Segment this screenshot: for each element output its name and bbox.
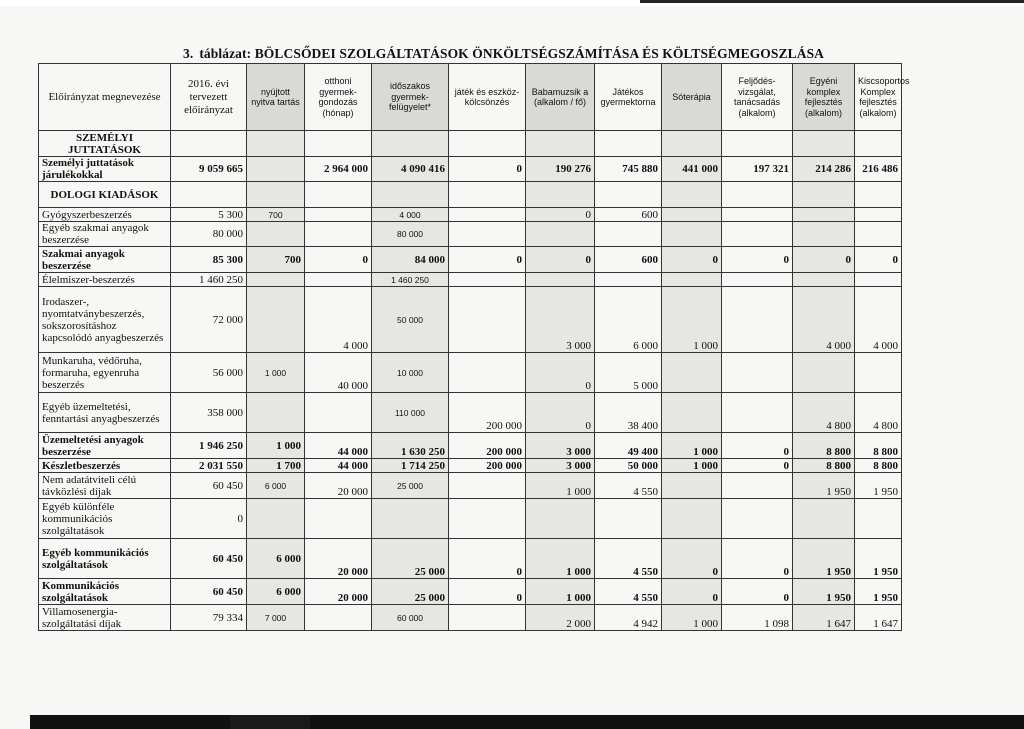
table-cell — [855, 353, 902, 393]
table-cell — [526, 131, 595, 157]
col-header: játék és eszköz-kölcsönzés — [449, 64, 526, 131]
table-cell — [855, 222, 902, 247]
table-cell: 745 880 — [595, 157, 662, 182]
row-label: Élelmiszer-beszerzés — [39, 273, 171, 287]
table-body — [39, 131, 902, 631]
table-cell: 0 — [722, 539, 793, 579]
table-cell: 0 — [526, 393, 595, 433]
row-label: Irodaszer-, nyomtatványbeszerzés, sokszorosításhoz kapcsolódó anyagbeszerzés — [39, 287, 171, 353]
table-cell: 56 000 — [171, 353, 247, 393]
table-cell: 1 950 — [855, 539, 902, 579]
table-cell — [247, 273, 305, 287]
table-cell — [449, 605, 526, 631]
table-cell: 0 — [722, 433, 793, 459]
table-cell — [247, 157, 305, 182]
row-label: Munkaruha, védőruha, formaruha, egyenruha beszerzés — [39, 353, 171, 393]
table-cell — [722, 473, 793, 499]
table-cell: 44 000 — [305, 433, 372, 459]
table-cell: 0 — [449, 579, 526, 605]
table-cell — [247, 182, 305, 208]
table-cell: 38 400 — [595, 393, 662, 433]
table-cell — [247, 499, 305, 539]
table-cell — [305, 273, 372, 287]
table-cell — [372, 182, 449, 208]
col-header: Feljődés-vizsgálat, tanácsadás (alkalom) — [722, 64, 793, 131]
table-cell: 25 000 — [372, 539, 449, 579]
table-cell: 0 — [793, 247, 855, 273]
table-cell: 8 800 — [793, 433, 855, 459]
table-cell: 1 714 250 — [372, 459, 449, 473]
table-cell — [526, 499, 595, 539]
table-cell: 700 — [247, 208, 305, 222]
table-cell: 2 964 000 — [305, 157, 372, 182]
table-cell: 200 000 — [449, 433, 526, 459]
table-row — [39, 247, 902, 273]
top-edge — [0, 0, 1024, 6]
table-cell — [722, 393, 793, 433]
scan-edge-line — [640, 0, 1024, 3]
col-header: Sóterápia — [662, 64, 722, 131]
table-cell: 60 450 — [171, 539, 247, 579]
table-cell — [662, 473, 722, 499]
table-cell — [305, 393, 372, 433]
table-cell — [449, 131, 526, 157]
table-cell — [793, 353, 855, 393]
table-cell: 200 000 — [449, 459, 526, 473]
table-cell — [247, 131, 305, 157]
table-cell — [171, 182, 247, 208]
col-header: Egyéni komplex fejlesztés (alkalom) — [793, 64, 855, 131]
table-cell: 40 000 — [305, 353, 372, 393]
table-cell: 20 000 — [305, 473, 372, 499]
table-cell — [855, 208, 902, 222]
table-cell — [449, 182, 526, 208]
col-header: Kiscsoportos Komplex fejlesztés (alkalom) — [855, 64, 902, 131]
table-row — [39, 605, 902, 631]
table-cell: 8 800 — [855, 433, 902, 459]
row-label: Egyéb szakmai anyagok beszerzése — [39, 222, 171, 247]
table-cell: 84 000 — [372, 247, 449, 273]
table-cell — [305, 499, 372, 539]
table-cell: 1 000 — [662, 459, 722, 473]
table-row — [39, 579, 902, 605]
table-row — [39, 157, 902, 182]
row-label: Egyéb kommunikációs szolgáltatások — [39, 539, 171, 579]
table-cell: 79 334 — [171, 605, 247, 631]
table-cell — [662, 182, 722, 208]
table-cell: 2 031 550 — [171, 459, 247, 473]
table-cell: 72 000 — [171, 287, 247, 353]
table-cell: 1 000 — [662, 605, 722, 631]
table-cell: 4 800 — [793, 393, 855, 433]
table-cell — [793, 131, 855, 157]
table-cell: 4 000 — [305, 287, 372, 353]
table-cell: 25 000 — [372, 579, 449, 605]
table-cell — [372, 499, 449, 539]
table-cell: 1 000 — [526, 579, 595, 605]
row-label: Nem adatátviteli célú távközlési díjak — [39, 473, 171, 499]
table-cell: 6 000 — [247, 539, 305, 579]
table-cell — [855, 499, 902, 539]
row-label: Készletbeszerzés — [39, 459, 171, 473]
table-cell — [722, 208, 793, 222]
table-cell: 1 000 — [247, 353, 305, 393]
table-cell: 0 — [662, 247, 722, 273]
table-cell — [662, 353, 722, 393]
table-cell: 6 000 — [595, 287, 662, 353]
table-cell: 4 550 — [595, 473, 662, 499]
table-row — [39, 273, 902, 287]
table-cell: 20 000 — [305, 539, 372, 579]
table-cell — [722, 222, 793, 247]
table-cell — [722, 287, 793, 353]
table-cell: 1 647 — [793, 605, 855, 631]
table-cell: 700 — [247, 247, 305, 273]
table-cell — [449, 353, 526, 393]
table-cell — [662, 131, 722, 157]
table-cell: 1 460 250 — [372, 273, 449, 287]
table-cell — [449, 208, 526, 222]
table-cell: 7 000 — [247, 605, 305, 631]
table-row — [39, 222, 902, 247]
row-label: SZEMÉLYI JUTTATÁSOK — [39, 131, 171, 157]
table-cell: 3 000 — [526, 287, 595, 353]
table-cell — [595, 499, 662, 539]
table-cell — [662, 208, 722, 222]
row-label: DOLOGI KIADÁSOK — [39, 182, 171, 208]
table-cell — [305, 208, 372, 222]
table-cell: 1 700 — [247, 459, 305, 473]
table-cell — [722, 499, 793, 539]
table-cell: 441 000 — [662, 157, 722, 182]
row-label: Üzemeltetési anyagok beszerzése — [39, 433, 171, 459]
table-cell: 200 000 — [449, 393, 526, 433]
table-cell: 1 000 — [526, 539, 595, 579]
table-row — [39, 459, 902, 473]
table-cell: 216 486 — [855, 157, 902, 182]
table-cell: 10 000 — [372, 353, 449, 393]
table-cell — [305, 605, 372, 631]
table-cell: 600 — [595, 247, 662, 273]
table-cell — [595, 222, 662, 247]
table-cell — [526, 182, 595, 208]
table-cell: 44 000 — [305, 459, 372, 473]
table-cell: 50 000 — [595, 459, 662, 473]
table-cell: 4 000 — [793, 287, 855, 353]
table-cell — [247, 393, 305, 433]
table-cell — [449, 473, 526, 499]
table-cell: 1 000 — [526, 473, 595, 499]
row-label: Egyéb üzemeltetési, fenntartási anyagbeszerzés — [39, 393, 171, 433]
table-cell: 4 550 — [595, 579, 662, 605]
table-cell: 0 — [722, 579, 793, 605]
table-cell — [722, 182, 793, 208]
table-cell: 1 000 — [662, 287, 722, 353]
table-cell: 0 — [526, 353, 595, 393]
col-header: Előirányzat megnevezése — [39, 64, 171, 131]
table-cell: 80 000 — [372, 222, 449, 247]
table-cell: 3 000 — [526, 459, 595, 473]
table-cell — [722, 273, 793, 287]
header-row — [39, 64, 902, 131]
table-cell: 1 460 250 — [171, 273, 247, 287]
table-cell — [449, 273, 526, 287]
scan-bottom-edge — [30, 715, 1024, 729]
table-row — [39, 182, 902, 208]
table-cell — [793, 273, 855, 287]
col-header: nyújtott nyitva tartás — [247, 64, 305, 131]
table-cell — [247, 287, 305, 353]
table-cell: 0 — [855, 247, 902, 273]
table-cell — [855, 273, 902, 287]
table-cell: 0 — [305, 247, 372, 273]
row-label: Gyógyszerbeszerzés — [39, 208, 171, 222]
table-cell: 85 300 — [171, 247, 247, 273]
table-cell — [449, 287, 526, 353]
col-header: 2016. évi tervezett előirányzat — [171, 64, 247, 131]
table-cell — [305, 131, 372, 157]
table-row — [39, 353, 902, 393]
table-cell — [372, 131, 449, 157]
table-cell — [595, 131, 662, 157]
table-cell — [855, 182, 902, 208]
col-header: otthoni gyermek-gondozás (hónap) — [305, 64, 372, 131]
table-cell — [526, 222, 595, 247]
table-row — [39, 208, 902, 222]
table-cell: 8 800 — [793, 459, 855, 473]
table-cell: 1 950 — [793, 539, 855, 579]
table-cell — [855, 131, 902, 157]
table-cell: 0 — [662, 539, 722, 579]
table-cell: 110 000 — [372, 393, 449, 433]
table-cell: 1 950 — [793, 579, 855, 605]
table-cell — [305, 222, 372, 247]
col-header: Babamuzsik a (alkalom / fő) — [526, 64, 595, 131]
table-row — [39, 287, 902, 353]
table-cell: 0 — [526, 247, 595, 273]
table-cell: 190 276 — [526, 157, 595, 182]
table-cell: 0 — [449, 539, 526, 579]
table-cell: 0 — [722, 247, 793, 273]
table-cell — [526, 273, 595, 287]
table-cell: 1 098 — [722, 605, 793, 631]
table-cell — [793, 499, 855, 539]
table-cell: 1 000 — [662, 433, 722, 459]
table-cell: 1 000 — [247, 433, 305, 459]
table-row — [39, 393, 902, 433]
table-cell: 4 800 — [855, 393, 902, 433]
table-cell: 60 450 — [171, 579, 247, 605]
table-cell: 1 950 — [855, 473, 902, 499]
table-cell: 1 630 250 — [372, 433, 449, 459]
table-row — [39, 131, 902, 157]
table-cell: 4 000 — [855, 287, 902, 353]
table-number: 3. — [183, 46, 194, 61]
table-cell — [247, 222, 305, 247]
table-row — [39, 433, 902, 459]
table-cell: 358 000 — [171, 393, 247, 433]
table-cell: 60 000 — [372, 605, 449, 631]
table-cell — [449, 499, 526, 539]
table-cell — [793, 182, 855, 208]
table-cell: 4 550 — [595, 539, 662, 579]
table-cell: 4 090 416 — [372, 157, 449, 182]
table-cell: 25 000 — [372, 473, 449, 499]
table-cell: 2 000 — [526, 605, 595, 631]
table-row — [39, 473, 902, 499]
table-cell: 0 — [449, 157, 526, 182]
table-cell: 197 321 — [722, 157, 793, 182]
table-cell — [449, 222, 526, 247]
table-cell: 3 000 — [526, 433, 595, 459]
table-row — [39, 539, 902, 579]
table-cell: 8 800 — [855, 459, 902, 473]
table-cell: 1 950 — [855, 579, 902, 605]
table-cell: 0 — [662, 579, 722, 605]
table-title-text: táblázat: BÖLCSŐDEI SZOLGÁLTATÁSOK ÖNKÖLTSÉGSZÁMÍTÁSA ÉS KÖLTSÉGMEGOSZLÁSA — [199, 46, 825, 61]
table-cell: 0 — [449, 247, 526, 273]
table-cell — [662, 393, 722, 433]
row-label: Kommunikációs szolgáltatások — [39, 579, 171, 605]
table-cell — [662, 273, 722, 287]
row-label: Villamosenergia-szolgáltatási díjak — [39, 605, 171, 631]
table-cell: 5 300 — [171, 208, 247, 222]
table-cell: 0 — [171, 499, 247, 539]
table-cell — [793, 222, 855, 247]
table-row — [39, 499, 902, 539]
col-header: időszakos gyermek-felügyelet* — [372, 64, 449, 131]
table-cell — [722, 131, 793, 157]
table-cell: 1 647 — [855, 605, 902, 631]
table-cell: 214 286 — [793, 157, 855, 182]
table-cell — [662, 222, 722, 247]
table-cell — [662, 499, 722, 539]
table-cell: 600 — [595, 208, 662, 222]
table-cell: 50 000 — [372, 287, 449, 353]
cost-table — [38, 63, 910, 631]
table-cell: 9 059 665 — [171, 157, 247, 182]
table-cell — [722, 353, 793, 393]
row-label: Személyi juttatások járulékokkal — [39, 157, 171, 182]
table-cell: 0 — [526, 208, 595, 222]
table-title — [183, 46, 824, 62]
table-cell — [595, 273, 662, 287]
table-cell: 6 000 — [247, 473, 305, 499]
table-cell: 0 — [722, 459, 793, 473]
table-cell — [171, 131, 247, 157]
row-label: Szakmai anyagok beszerzése — [39, 247, 171, 273]
table-cell: 80 000 — [171, 222, 247, 247]
table-cell: 5 000 — [595, 353, 662, 393]
row-label: Egyéb különféle kommunikációs szolgáltatások — [39, 499, 171, 539]
table-cell: 1 946 250 — [171, 433, 247, 459]
table-cell: 60 450 — [171, 473, 247, 499]
table-cell: 6 000 — [247, 579, 305, 605]
table-cell — [793, 208, 855, 222]
table-cell: 4 000 — [372, 208, 449, 222]
table-cell: 4 942 — [595, 605, 662, 631]
table-cell — [305, 182, 372, 208]
table-cell: 49 400 — [595, 433, 662, 459]
table-cell: 20 000 — [305, 579, 372, 605]
table-cell — [595, 182, 662, 208]
col-header: Játékos gyermektorna — [595, 64, 662, 131]
table-cell: 1 950 — [793, 473, 855, 499]
